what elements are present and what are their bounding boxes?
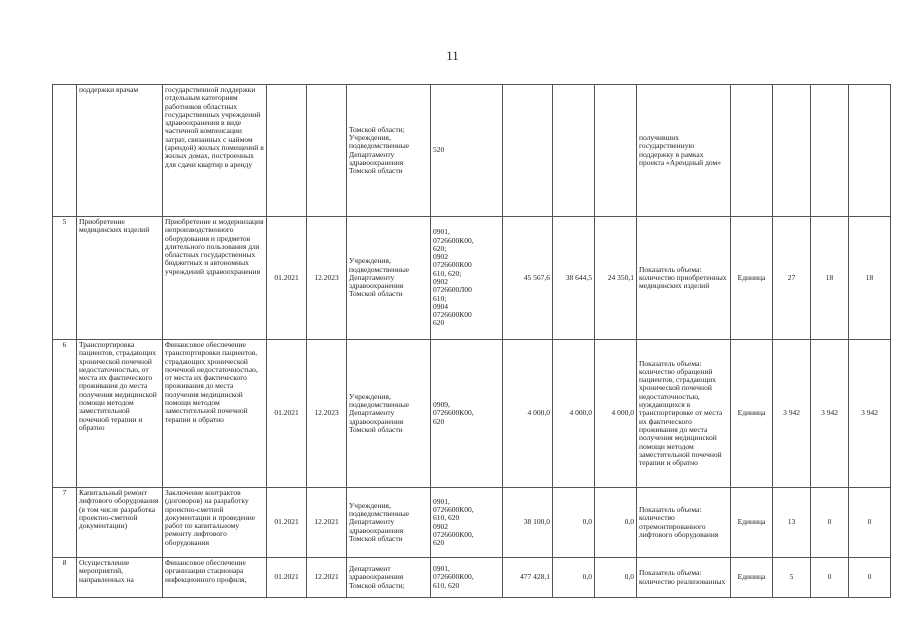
indicator-year-3: 0	[849, 558, 891, 598]
table-row	[53, 340, 891, 488]
funding-year-1: 477 428,1	[503, 558, 553, 598]
indicator-year-2: 0	[811, 558, 849, 598]
indicator-year-2: 18	[811, 217, 849, 340]
indicator-year-1: 27	[773, 217, 811, 340]
start-date: 01.2021	[267, 558, 307, 598]
funding-year-1: 45 567,6	[503, 217, 553, 340]
start-date	[267, 85, 307, 217]
end-date: 12.2023	[307, 340, 347, 488]
unit: Единица	[731, 217, 773, 340]
row-number: 5	[53, 217, 77, 340]
budget-code: 0909, 0726600К00, 620	[431, 340, 503, 488]
page-number: 11	[446, 48, 459, 63]
program-activities-table	[52, 84, 891, 598]
unit: Единица	[731, 340, 773, 488]
activity-name: Транспортировка пациентов, страдающих хронической почечной недостаточностью, от места их фактического проживания до места получения медицинской помощи методом заместительной почечной терапии и обратно	[77, 340, 163, 488]
end-date: 12.2021	[307, 488, 347, 558]
indicator-year-2	[811, 85, 849, 217]
executor: Учреждения, подведомственные Департаменту здравоохранения Томской области	[347, 217, 431, 340]
funding-year-1: 38 100,0	[503, 488, 553, 558]
activity-description: государственной поддержки отдельным категориям работников областных государственных учреждений здравоохранения в виде частичной компенсации затрат, связанных с наймом (арендой) жилых помещений в жилых домах, построенных для сдачи квартир в аренду	[163, 85, 267, 217]
activity-name: поддержки врачам	[77, 85, 163, 217]
row-number: 7	[53, 488, 77, 558]
row-number: 8	[53, 558, 77, 598]
funding-year-3: 4 000,0	[595, 340, 637, 488]
executor: Томской области; Учреждения, подведомственные Департаменту здравоохранения Томской области	[347, 85, 431, 217]
indicator: получивших государственную поддержку в рамках проекта «Арендный дом»	[637, 85, 731, 217]
activity-name: Капитальный ремонт лифтового оборудования (в том числе разработка проектно-сметной документации)	[77, 488, 163, 558]
indicator-year-3: 0	[849, 488, 891, 558]
indicator-year-2: 0	[811, 488, 849, 558]
activity-description: Финансовое обеспечение транспортировки пациентов, страдающих хронической почечной недостаточностью, от места их фактического проживания до места получения медицинской помощи методом заместительной почечной терапии и обратно	[163, 340, 267, 488]
indicator-year-1: 5	[773, 558, 811, 598]
table-row	[53, 558, 891, 598]
funding-year-1	[503, 85, 553, 217]
start-date: 01.2021	[267, 217, 307, 340]
indicator-year-1	[773, 85, 811, 217]
end-date: 12.2021	[307, 558, 347, 598]
unit: Единица	[731, 488, 773, 558]
indicator: Показатель объема: количество реализованных	[637, 558, 731, 598]
indicator-year-1: 3 942	[773, 340, 811, 488]
indicator-year-3: 3 942	[849, 340, 891, 488]
table-row	[53, 85, 891, 217]
executor: Учреждения, подведомственные Департаменту здравоохранения Томской области	[347, 340, 431, 488]
funding-year-2	[553, 85, 595, 217]
budget-code: 0901, 0726600К00, 620; 0902 0726600К00 610, 620; 0902 0726600Л00 610; 0904 0726600К00 620	[431, 217, 503, 340]
funding-year-3: 24 350,1	[595, 217, 637, 340]
unit: Единица	[731, 558, 773, 598]
budget-code: 0901, 0726600К00, 610, 620	[431, 558, 503, 598]
indicator: Показатель объема: количество отремонтированного лифтового оборудования	[637, 488, 731, 558]
table-row	[53, 217, 891, 340]
indicator-year-2: 3 942	[811, 340, 849, 488]
funding-year-3	[595, 85, 637, 217]
end-date	[307, 85, 347, 217]
activity-description: Приобретение и модернизация непроизводственного оборудования и предметов длительного пользования для областных государственных бюджетных и автономных учреждений здравоохранения	[163, 217, 267, 340]
unit	[731, 85, 773, 217]
start-date: 01.2021	[267, 488, 307, 558]
indicator: Показатель объема: количество обращений пациентов, страдающих хронической почечной недостаточностью, нуждающихся в транспортировке от места их фактического проживания до места получения медицинской помощи методом заместительной почечной терапии и обратно	[637, 340, 731, 488]
budget-code: 520	[431, 85, 503, 217]
end-date: 12.2023	[307, 217, 347, 340]
activity-name: Осуществление мероприятий, направленных на	[77, 558, 163, 598]
funding-year-3: 0,0	[595, 488, 637, 558]
funding-year-2: 38 644,5	[553, 217, 595, 340]
executor: Учреждения, подведомственные Департаменту здравоохранения Томской области	[347, 488, 431, 558]
start-date: 01.2021	[267, 340, 307, 488]
funding-year-1: 4 000,0	[503, 340, 553, 488]
row-number: 6	[53, 340, 77, 488]
activity-name: Приобретение медицинских изделий	[77, 217, 163, 340]
executor: Департамент здравоохранения Томской области;	[347, 558, 431, 598]
indicator-year-1: 13	[773, 488, 811, 558]
indicator-year-3	[849, 85, 891, 217]
funding-year-2: 4 000,0	[553, 340, 595, 488]
funding-year-2: 0,0	[553, 488, 595, 558]
indicator: Показатель объема: количество приобретенных медицинских изделий	[637, 217, 731, 340]
row-number	[53, 85, 77, 217]
indicator-year-3: 18	[849, 217, 891, 340]
budget-code: 0901, 0726600К00, 610, 620 0902 0726600К00, 620	[431, 488, 503, 558]
activity-description: Финансовое обеспечение организации стационара инфекционного профиля,	[163, 558, 267, 598]
table-row	[53, 488, 891, 558]
funding-year-2: 0,0	[553, 558, 595, 598]
funding-year-3: 0,0	[595, 558, 637, 598]
activity-description: Заключение контрактов (договоров) на разработку проектно-сметной документации и проведение работ по капитальному ремонту лифтового оборудования	[163, 488, 267, 558]
